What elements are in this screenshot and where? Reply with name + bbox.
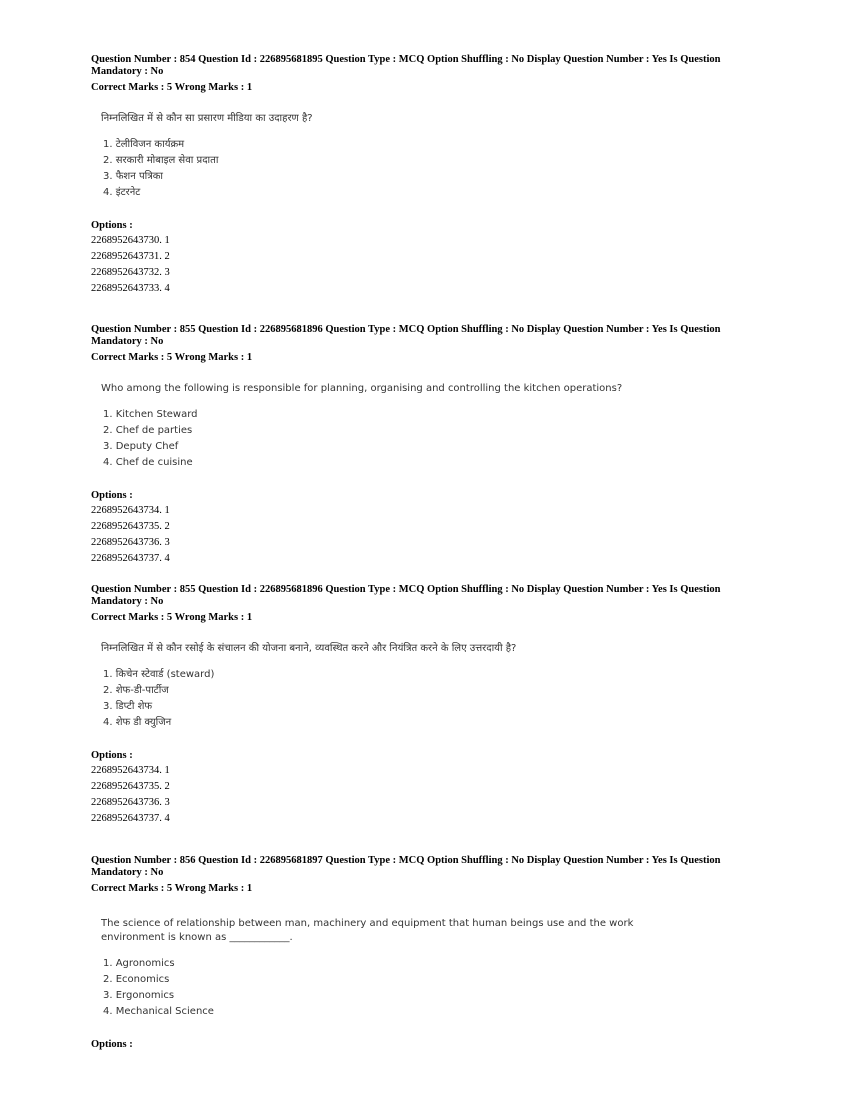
question-meta: Question Number : 855 Question Id : 226895681896 Question Type : MCQ Option Shuffling : No Display Question Number : Yes Is Question Mandatory : No — [91, 584, 721, 607]
answer-choice: 2. सरकारी मोबाइल सेवा प्रदाता — [103, 155, 219, 166]
option-id: 2268952643730. 1 — [91, 235, 170, 246]
option-id: 2268952643734. 1 — [91, 505, 170, 516]
options-heading: Options : — [91, 220, 133, 231]
question-marks: Correct Marks : 5 Wrong Marks : 1 — [91, 883, 253, 894]
option-id: 2268952643734. 1 — [91, 765, 170, 776]
question-block — [91, 855, 751, 1052]
options-heading: Options : — [91, 1039, 133, 1050]
answer-choice: 2. Chef de parties — [103, 425, 193, 436]
question-block — [91, 584, 751, 827]
answer-choice: 2. Economics — [103, 974, 170, 985]
option-id: 2268952643737. 4 — [91, 553, 170, 564]
answer-choice: 4. Mechanical Science — [103, 1006, 214, 1017]
question-block — [91, 324, 751, 567]
answer-choice: 1. Agronomics — [103, 958, 175, 969]
answer-choice: 2. शेफ-डी-पार्टीज — [103, 685, 169, 696]
answer-choice: 1. टेलीविजन कार्यक्रम — [103, 139, 185, 150]
option-id-list — [91, 503, 751, 567]
question-marks: Correct Marks : 5 Wrong Marks : 1 — [91, 612, 253, 623]
answer-choice: 4. इंटरनेट — [103, 187, 141, 198]
question-meta: Question Number : 855 Question Id : 226895681896 Question Type : MCQ Option Shuffling : No Display Question Number : Yes Is Question Mandatory : No — [91, 324, 721, 347]
option-id: 2268952643736. 3 — [91, 537, 170, 548]
question-body — [101, 642, 751, 731]
answer-choice: 3. फैशन पत्रिका — [103, 171, 164, 182]
answer-choice: 3. Ergonomics — [103, 990, 175, 1001]
answer-choice: 4. शेफ डी क्युजिन — [103, 717, 172, 728]
question-text: Who among the following is responsible for planning, organising and controlling the kitchen operations? — [101, 383, 623, 394]
answer-choices — [101, 137, 751, 201]
answer-choice: 3. डिप्टी शेफ — [103, 701, 153, 712]
option-id: 2268952643733. 4 — [91, 283, 170, 294]
options-heading: Options : — [91, 750, 133, 761]
answer-choices — [101, 667, 751, 731]
question-body — [101, 382, 751, 471]
question-text: The science of relationship between man, machinery and equipment that human beings use and the work environment is known as ____________. — [101, 918, 634, 943]
option-id-list — [91, 233, 751, 297]
answer-choices — [101, 956, 671, 1020]
question-meta: Question Number : 854 Question Id : 226895681895 Question Type : MCQ Option Shuffling : No Display Question Number : Yes Is Question Mandatory : No — [91, 54, 721, 77]
option-id: 2268952643735. 2 — [91, 521, 170, 532]
option-id-list — [91, 763, 751, 827]
question-body — [101, 917, 671, 1020]
answer-choice: 3. Deputy Chef — [103, 441, 179, 452]
option-id: 2268952643737. 4 — [91, 813, 170, 824]
answer-choices — [101, 407, 751, 471]
option-id: 2268952643731. 2 — [91, 251, 170, 262]
question-text: निम्नलिखित में से कौन रसोई के संचालन की योजना बनाने, व्यवस्थित करने और नियंत्रित करने के लिए उत्तरदायी है? — [101, 643, 517, 654]
option-id: 2268952643736. 3 — [91, 797, 170, 808]
answer-choice: 4. Chef de cuisine — [103, 457, 193, 468]
option-id: 2268952643732. 3 — [91, 267, 170, 278]
question-body — [101, 112, 751, 201]
question-marks: Correct Marks : 5 Wrong Marks : 1 — [91, 82, 253, 93]
answer-choice: 1. Kitchen Steward — [103, 409, 198, 420]
answer-choice: 1. किचेन स्टेवार्ड (steward) — [103, 669, 215, 680]
options-heading: Options : — [91, 490, 133, 501]
question-meta: Question Number : 856 Question Id : 226895681897 Question Type : MCQ Option Shuffling : No Display Question Number : Yes Is Question Mandatory : No — [91, 855, 721, 878]
question-block — [91, 54, 751, 297]
question-text: निम्नलिखित में से कौन सा प्रसारण मीडिया का उदाहरण है? — [101, 113, 313, 124]
option-id: 2268952643735. 2 — [91, 781, 170, 792]
question-marks: Correct Marks : 5 Wrong Marks : 1 — [91, 352, 253, 363]
